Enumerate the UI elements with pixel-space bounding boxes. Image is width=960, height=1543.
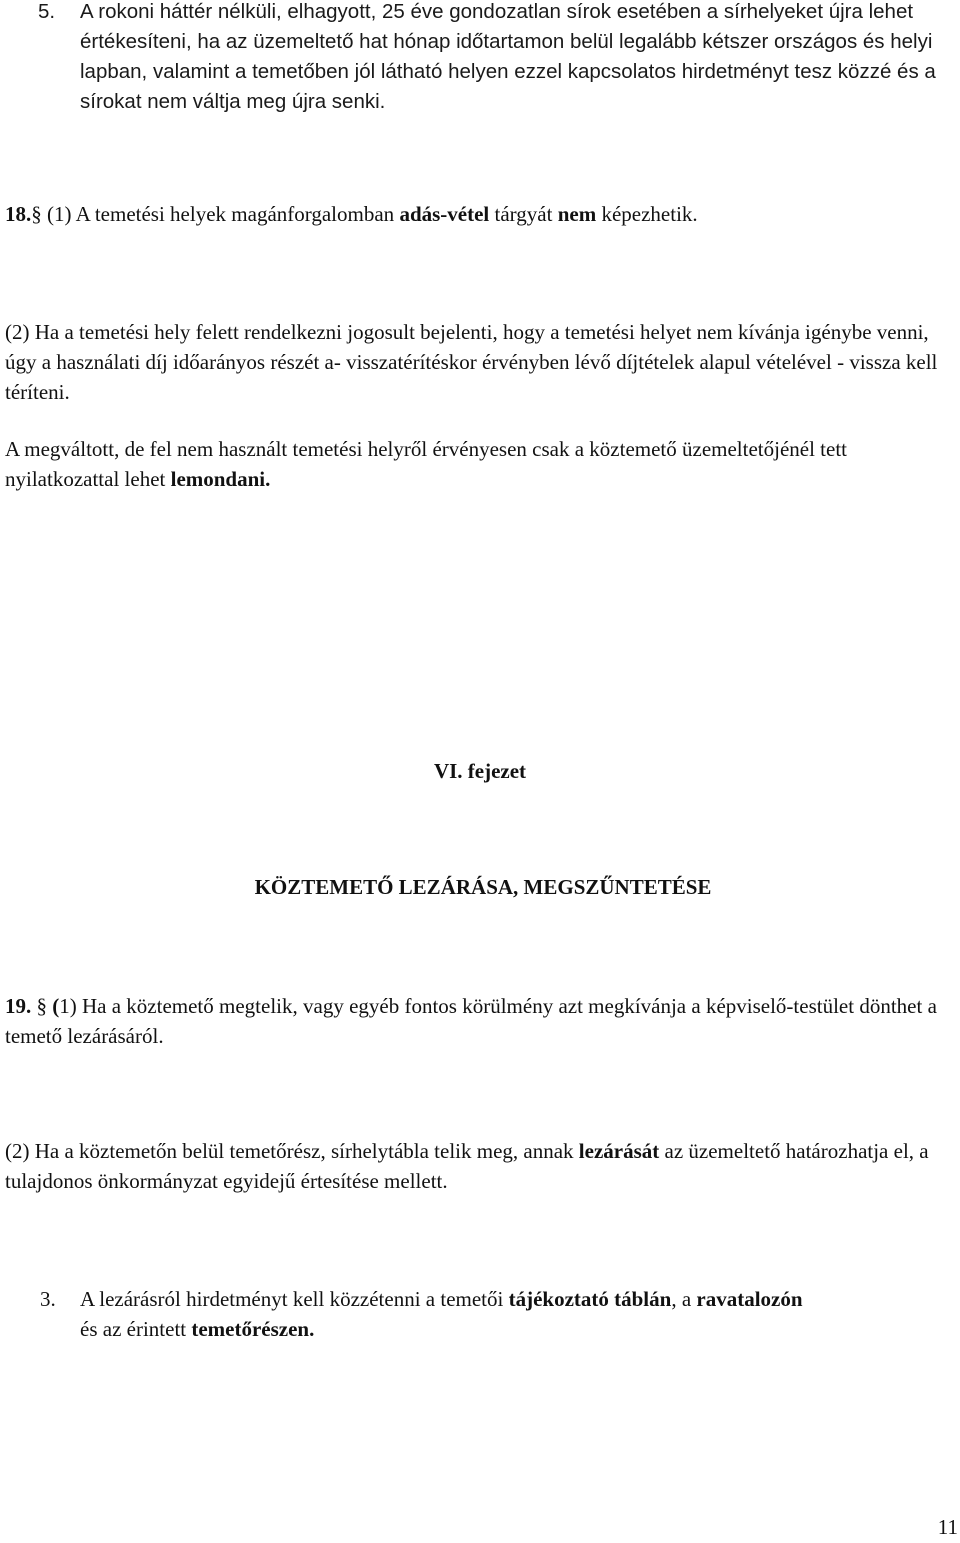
bold-term: tájékoztató táblán [508, 1287, 672, 1311]
list-item-text [40, 1284, 960, 1314]
text: A megváltott, de fel nem használt temetési helyről érvényesen csak a köztemető üzemeltetőjénél tett nyilatkozattal lehet [5, 437, 848, 491]
text: az üzemeltető határozhatja el, a tulajdonos önkormányzat egyidejű értesítése mellett. [5, 1139, 929, 1193]
section-number: 18. [5, 202, 32, 226]
bold-term: ravatalozón [696, 1287, 803, 1311]
bold-term: lemondani. [170, 467, 271, 491]
text: (2) Ha a köztemetőn belül temetőrész, sírhelytábla telik meg, annak [5, 1139, 579, 1163]
bold-term: temetőrészen. [191, 1317, 315, 1341]
list-item-3 [40, 1284, 960, 1344]
section-number: 19. [5, 994, 32, 1018]
text: és az érintett [80, 1317, 192, 1341]
bold-paren: ( [47, 994, 60, 1018]
text: 1) Ha a köztemető megtelik, vagy egyéb fontos körülmény azt megkívánja a képviselő-testület dönthet a temető lezárásáról. [5, 994, 937, 1048]
page-number: 11 [937, 1515, 958, 1539]
paragraph-sign: § [31, 202, 42, 226]
bold-term: nem [557, 202, 597, 226]
list-item-number: 3. [40, 1287, 56, 1311]
chapter-label: VI. fejezet [433, 759, 527, 783]
section-18-paragraph-1 [5, 199, 945, 229]
bold-term: adás-vétel [399, 202, 490, 226]
section-19-paragraph-1 [5, 991, 955, 1051]
text: A lezárásról hirdetményt kell közzétenni a temetői [80, 1287, 509, 1311]
text: tárgyát [489, 202, 558, 226]
section-18-paragraph-2: (2) Ha a temetési hely felett rendelkezni jogosult bejelenti, hogy a temetési helyet nem kívánja igénybe venni, úgy a használati díj időarányos részét a- visszatérítéskor érvényben lévő díjtételek alapul vételével - vissza kell téríteni. [5, 320, 938, 404]
list-item-number: 5. [38, 0, 56, 23]
paragraph-sign: § [36, 994, 47, 1018]
list-item-text-line-2 [40, 1314, 960, 1344]
list-item-text: A rokoni háttér nélküli, elhagyott, 25 éve gondozatlan sírok esetében a sírhelyeket újra lehet értékesíteni, ha az üzemeltető hat hónap időtartamon belül legalább kétszer országos és helyi lapban, valamint a temetőben jól látható helyen ezzel kapcsolatos hirdetményt tesz közzé és a sírokat nem váltja meg újra senki. [80, 0, 936, 113]
bold-term: lezárását [578, 1139, 660, 1163]
text: (1) A temetési helyek magánforgalomban [41, 202, 400, 226]
section-18-paragraph-3 [5, 434, 950, 494]
list-item-5 [38, 0, 956, 117]
text: , a [671, 1287, 697, 1311]
section-19-paragraph-2 [5, 1136, 950, 1196]
text: képezhetik. [596, 202, 698, 226]
chapter-title: KÖZTEMETŐ LEZÁRÁSA, MEGSZŰNTETÉSE [254, 875, 712, 899]
